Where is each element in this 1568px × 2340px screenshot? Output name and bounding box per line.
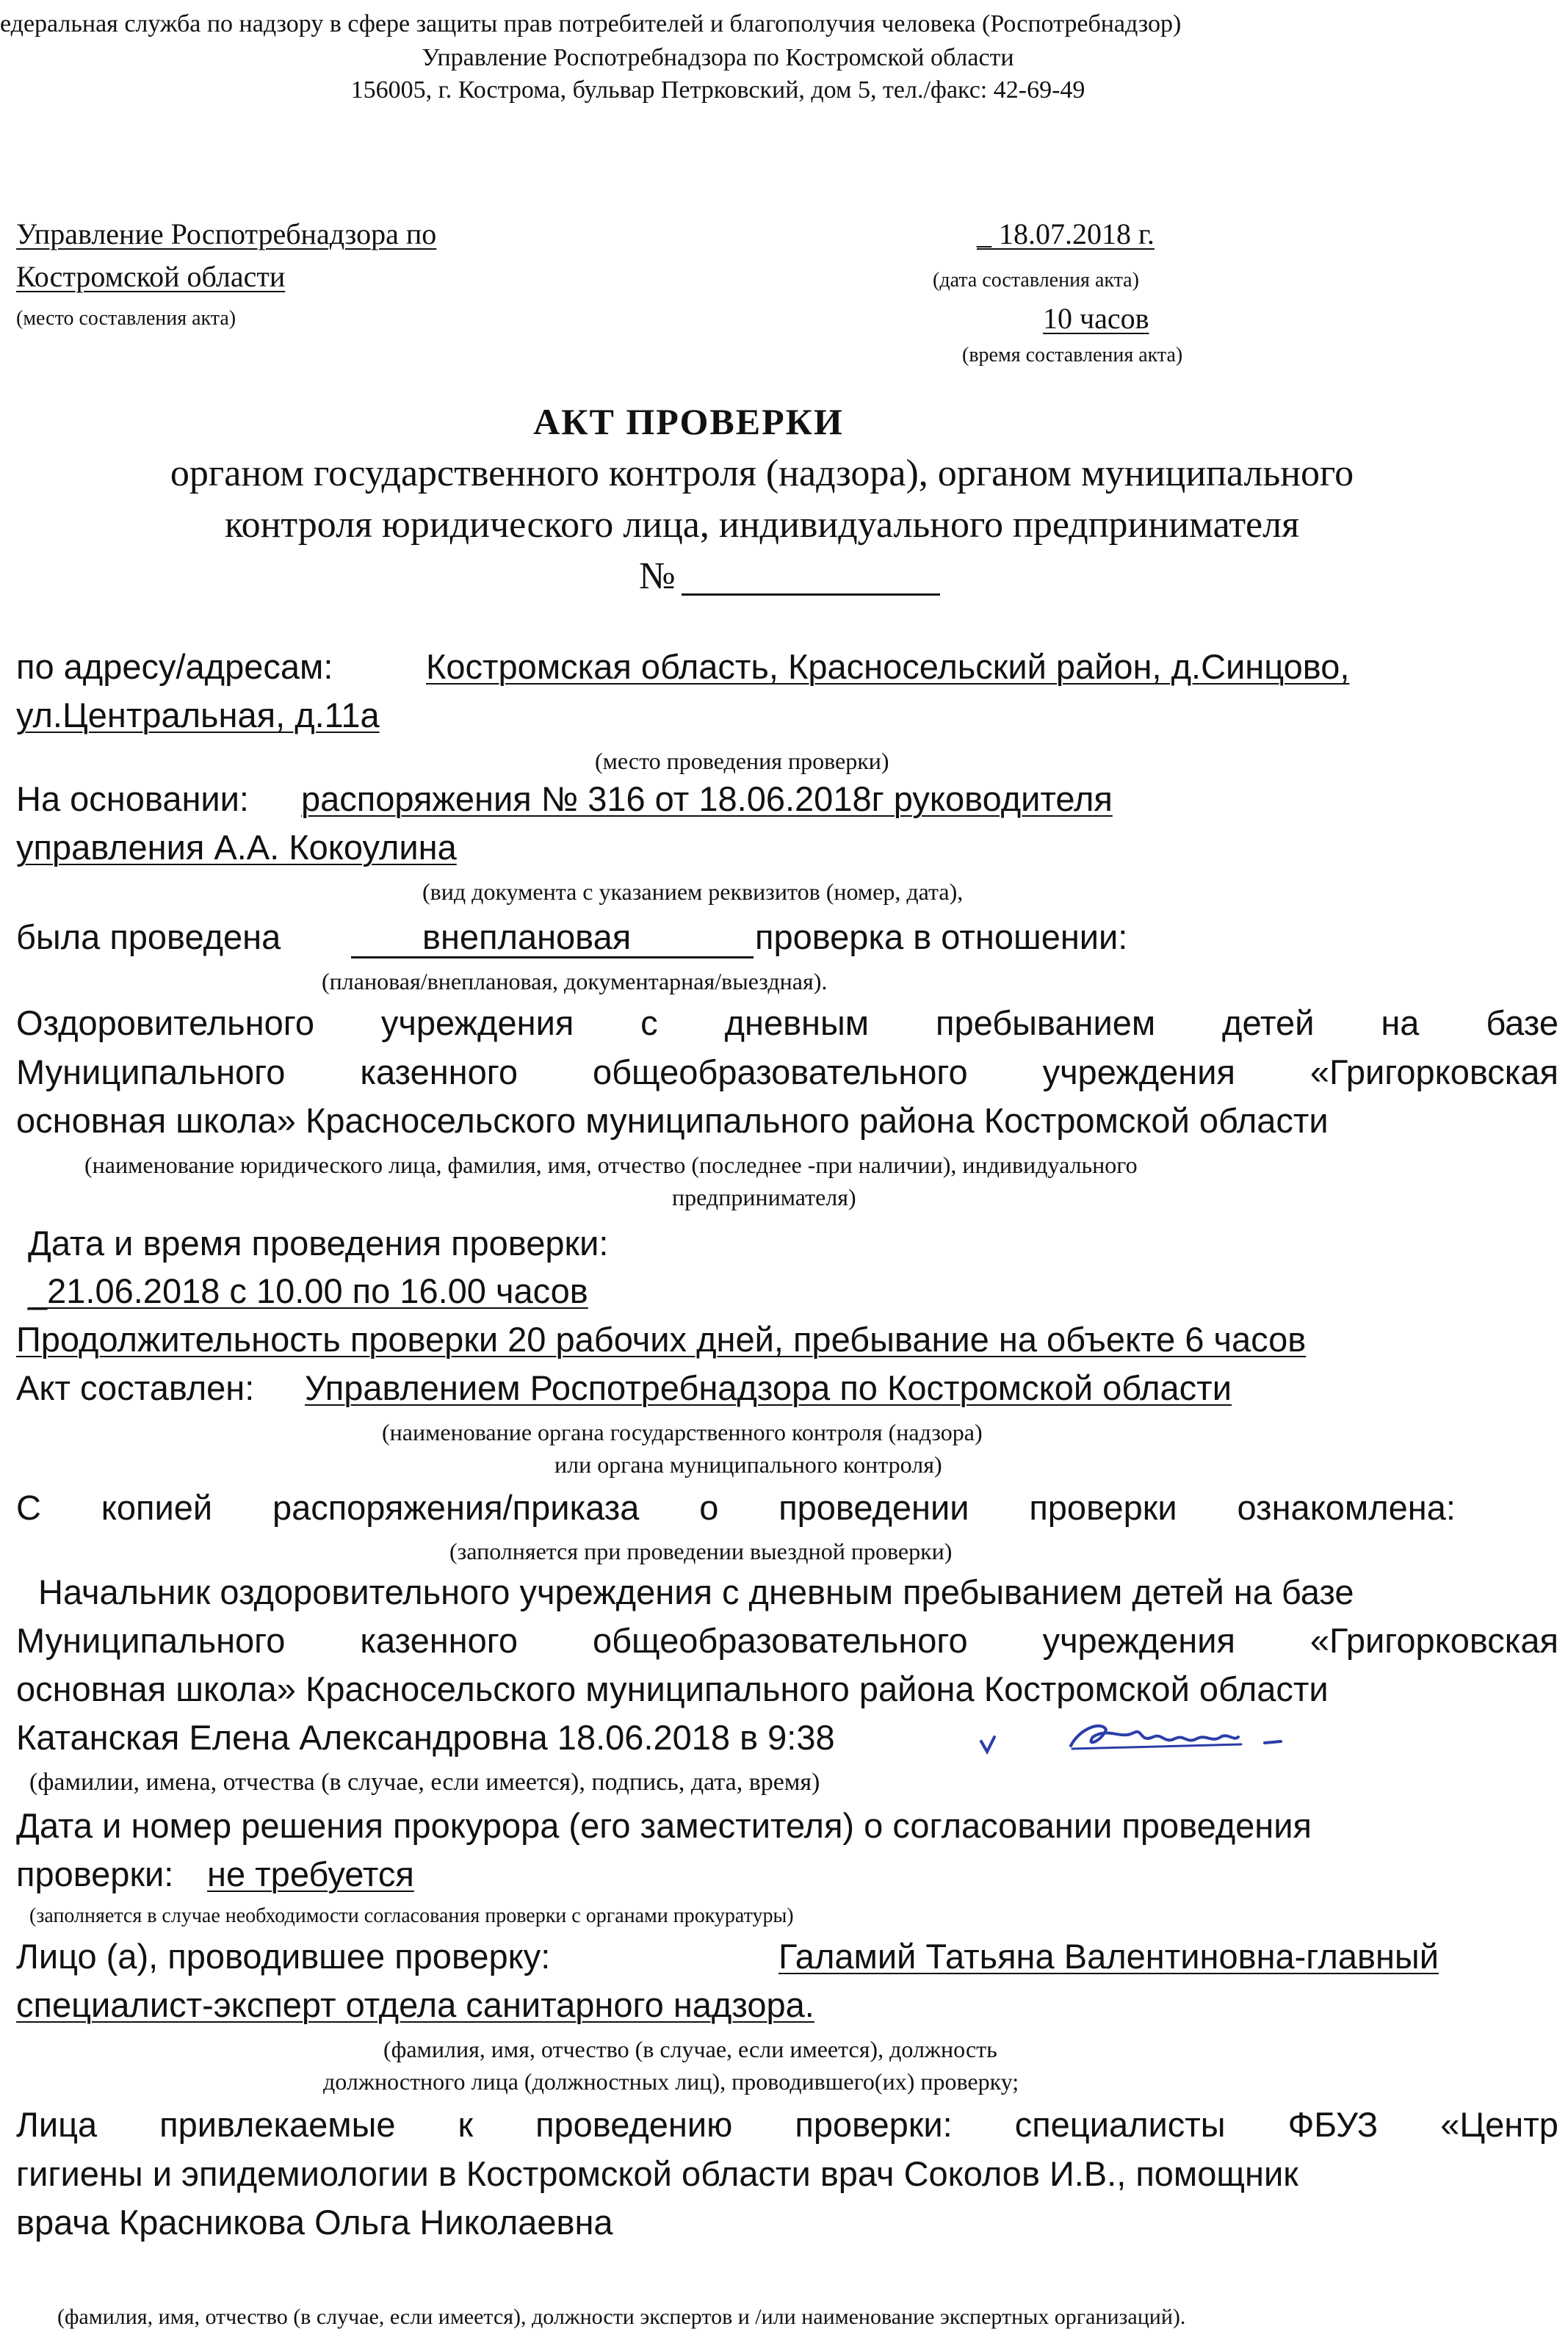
acquainted-line-3: основная школа» Красносельского муниципального района Костромской области bbox=[16, 1669, 1329, 1708]
involved-caption: (фамилия, имя, отчество (в случае, если имеется), должности экспертов и /или наименование экспертных организаций). bbox=[57, 2305, 1186, 2329]
inspection-suffix: проверка в отношении: bbox=[755, 917, 1128, 956]
act-date: _ 18.07.2018 г. bbox=[977, 217, 1155, 250]
agency-name: едеральная служба по надзору в сфере защиты прав потребителей и благополучия человека (Роспотребнадзор) bbox=[0, 10, 1182, 37]
address-value-1: Костромская область, Красносельский район, д.Синцово, bbox=[426, 647, 1350, 686]
copy-line: С копией распоряжения/приказа о проведении проверки ознакомлена: bbox=[16, 1488, 1456, 1527]
entity-line-1: Оздоровительного учреждения с дневным пребыванием детей на базе bbox=[16, 1003, 1558, 1042]
act-time-caption: (время составления акта) bbox=[962, 344, 1183, 366]
involved-line-3: врача Красникова Ольга Николаевна bbox=[16, 2203, 613, 2242]
basis-caption: (вид документа с указанием реквизитов (номер, дата), bbox=[422, 878, 964, 905]
act-date-caption: (дата составления акта) bbox=[933, 269, 1139, 292]
inspector-caption-1: (фамилия, имя, отчество (в случае, если имеется), должность bbox=[383, 2036, 997, 2062]
inspector-caption-2: должностного лица (должностных лиц), проводившего(их) проверку; bbox=[323, 2068, 1019, 2095]
address-value-2: ул.Центральная, д.11а bbox=[16, 696, 380, 734]
entity-line-3: основная школа» Красносельского муниципального района Костромской области bbox=[16, 1101, 1329, 1140]
entity-caption-1: (наименование юридического лица, фамилия, имя, отчество (последнее -при наличии), индивидуального bbox=[84, 1152, 1138, 1178]
entity-caption-2: предпринимателя) bbox=[672, 1184, 856, 1210]
act-number-label: № bbox=[639, 555, 676, 597]
duration: Продолжительность проверки 20 рабочих дней, пребывание на объекте 6 часов bbox=[16, 1320, 1307, 1359]
datetime-value: _21.06.2018 с 10.00 по 16.00 часов bbox=[28, 1271, 588, 1310]
address-label: по адресу/адресам: bbox=[16, 647, 333, 686]
inspection-caption: (плановая/внеплановая, документарная/выездная). bbox=[322, 968, 828, 994]
place-line-2: Костромской области bbox=[16, 260, 286, 293]
datetime-label: Дата и время проведения проверки: bbox=[28, 1224, 609, 1263]
department-address: 156005, г. Кострома, бульвар Петрковский, дом 5, тел./факс: 42-69-49 bbox=[350, 76, 1085, 104]
acquainted-caption: (фамилии, имена, отчества (в случае, если имеется), подпись, дата, время) bbox=[29, 1769, 820, 1796]
handwritten-signature bbox=[977, 1715, 1315, 1766]
prosecutor-value: не требуется bbox=[207, 1855, 414, 1893]
compiled-label: Акт составлен: bbox=[16, 1368, 255, 1407]
place-caption: (место составления акта) bbox=[16, 307, 236, 330]
inspector-label: Лицо (а), проводившее проверку: bbox=[16, 1937, 551, 1976]
place-line-1: Управление Роспотребнадзора по bbox=[16, 217, 437, 250]
act-subtitle-1: органом государственного контроля (надзора), органом муниципального bbox=[170, 452, 1354, 494]
acquainted-line-1: Начальник оздоровительного учреждения с дневным пребыванием детей на базе bbox=[38, 1572, 1354, 1611]
act-title: АКТ ПРОВЕРКИ bbox=[533, 401, 844, 442]
involved-line-2: гигиены и эпидемиологии в Костромской области врач Соколов И.В., помощник bbox=[16, 2154, 1298, 2193]
basis-value-1: распоряжения № 316 от 18.06.2018г руководителя bbox=[301, 779, 1113, 818]
department-name: Управление Роспотребнадзора по Костромской области bbox=[422, 44, 1014, 71]
compiled-caption-2: или органа муниципального контроля) bbox=[554, 1451, 942, 1478]
inspection-type-value: внеплановая bbox=[422, 917, 632, 956]
act-subtitle-2: контроля юридического лица, индивидуального предпринимателя bbox=[224, 504, 1299, 546]
act-number-blank bbox=[682, 593, 940, 596]
inspection-label: была проведена bbox=[16, 917, 281, 956]
compiled-caption-1: (наименование органа государственного контроля (надзора) bbox=[382, 1419, 983, 1445]
copy-caption: (заполняется при проведении выездной проверки) bbox=[449, 1538, 953, 1564]
acquainted-line-2: Муниципального казенного общеобразовательного учреждения «Григорковская bbox=[16, 1621, 1558, 1660]
basis-value-2: управления А.А. Кокоулина bbox=[16, 828, 457, 867]
address-caption: (место проведения проверки) bbox=[595, 748, 889, 774]
involved-line-1: Лица привлекаемые к проведению проверки: специалисты ФБУЗ «Центр bbox=[16, 2105, 1558, 2144]
inspector-value-2: специалист-эксперт отдела санитарного надзора. bbox=[16, 1985, 814, 2024]
acquainted-line-4: Катанская Елена Александровна 18.06.2018 в 9:38 bbox=[16, 1718, 835, 1757]
basis-label: На основании: bbox=[16, 779, 249, 818]
act-time: 10 часов bbox=[1043, 302, 1149, 335]
entity-line-2: Муниципального казенного общеобразовательного учреждения «Григорковская bbox=[16, 1052, 1558, 1091]
prosecutor-label: проверки: bbox=[16, 1855, 174, 1893]
inspector-value-1: Галамий Татьяна Валентиновна-главный bbox=[778, 1937, 1439, 1976]
prosecutor-line-1: Дата и номер решения прокурора (его заместителя) о согласовании проведения bbox=[16, 1806, 1312, 1845]
compiled-value: Управлением Роспотребнадзора по Костромской области bbox=[305, 1368, 1232, 1407]
prosecutor-caption: (заполняется в случае необходимости согласования проверки с органами прокуратуры) bbox=[29, 1904, 794, 1927]
